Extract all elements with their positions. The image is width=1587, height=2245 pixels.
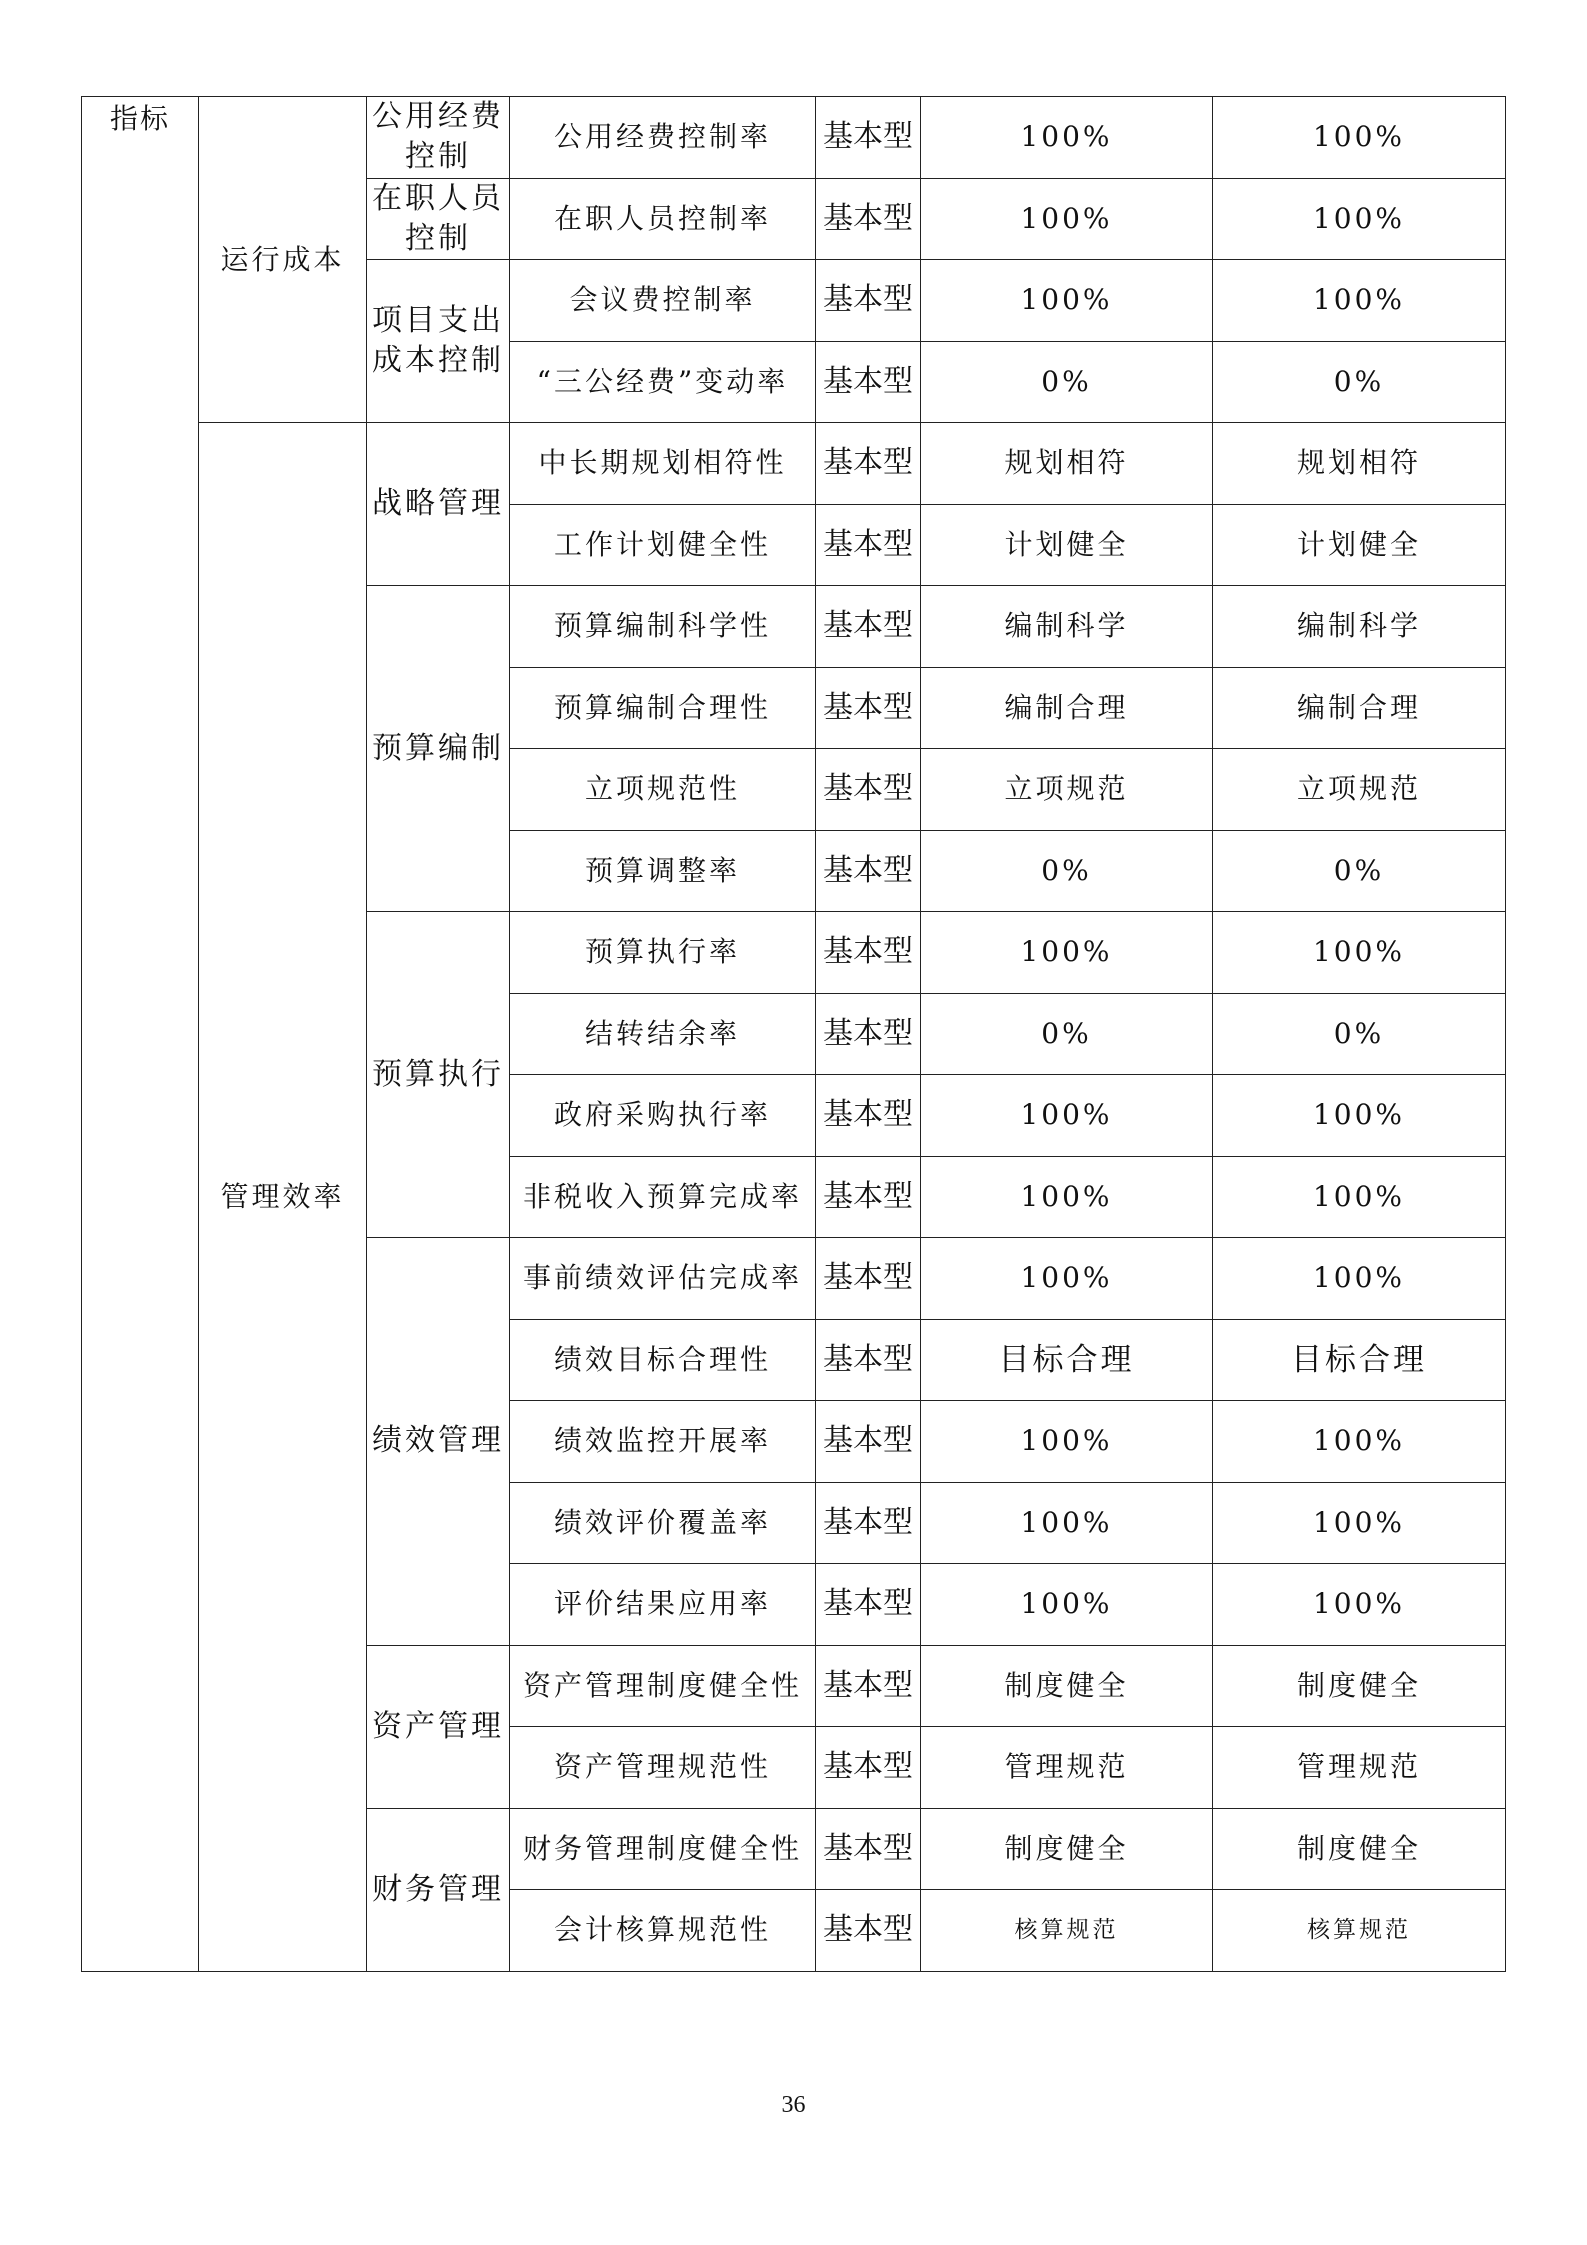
indicator-type: 基本型 <box>816 1808 921 1890</box>
actual-value: 0% <box>1213 993 1506 1075</box>
level2-cell-operating-cost: 运行成本 <box>199 97 367 423</box>
actual-value: 100% <box>1213 260 1506 342</box>
indicator-name: 政府采购执行率 <box>510 1075 816 1157</box>
indicator-type: 基本型 <box>816 504 921 586</box>
indicator-type: 基本型 <box>816 1075 921 1157</box>
page-number: 36 <box>781 2092 806 2118</box>
indicator-type: 基本型 <box>816 260 921 342</box>
indicator-type: 基本型 <box>816 1482 921 1564</box>
level3-cell: 公用经费控制 <box>367 97 510 179</box>
indicator-name: 绩效监控开展率 <box>510 1401 816 1483</box>
target-value: 100% <box>921 912 1213 994</box>
indicator-name: 预算调整率 <box>510 830 816 912</box>
actual-value: 目标合理 <box>1213 1319 1506 1401</box>
indicator-name: 评价结果应用率 <box>510 1564 816 1646</box>
actual-value: 100% <box>1213 1482 1506 1564</box>
table-row <box>82 423 1506 505</box>
target-value: 编制科学 <box>921 586 1213 668</box>
actual-value: 立项规范 <box>1213 749 1506 831</box>
target-value: 0% <box>921 993 1213 1075</box>
target-value: 0% <box>921 341 1213 423</box>
actual-value: 100% <box>1213 912 1506 994</box>
indicator-type: 基本型 <box>816 178 921 260</box>
indicator-name: 公用经费控制率 <box>510 97 816 179</box>
target-value: 立项规范 <box>921 749 1213 831</box>
indicator-name: 资产管理制度健全性 <box>510 1645 816 1727</box>
indicator-name: 非税收入预算完成率 <box>510 1156 816 1238</box>
target-value: 管理规范 <box>921 1727 1213 1809</box>
level3-cell: 预算编制 <box>367 586 510 912</box>
actual-value: 制度健全 <box>1213 1808 1506 1890</box>
actual-value: 100% <box>1213 1238 1506 1320</box>
target-value: 100% <box>921 260 1213 342</box>
target-value: 100% <box>921 1482 1213 1564</box>
indicator-type: 基本型 <box>816 423 921 505</box>
indicator-name: “三公经费”变动率 <box>510 341 816 423</box>
indicator-type: 基本型 <box>816 749 921 831</box>
actual-value: 计划健全 <box>1213 504 1506 586</box>
target-value: 100% <box>921 1156 1213 1238</box>
performance-indicator-table <box>81 96 1506 1972</box>
actual-value: 100% <box>1213 1075 1506 1157</box>
actual-value: 100% <box>1213 178 1506 260</box>
target-value: 100% <box>921 1075 1213 1157</box>
target-value: 编制合理 <box>921 667 1213 749</box>
actual-value: 管理规范 <box>1213 1727 1506 1809</box>
indicator-type: 基本型 <box>816 341 921 423</box>
level1-cell: 指标 <box>82 97 199 1972</box>
target-value: 100% <box>921 97 1213 179</box>
level3-cell: 在职人员控制 <box>367 178 510 260</box>
indicator-name: 立项规范性 <box>510 749 816 831</box>
table-row <box>82 97 1506 179</box>
indicator-name: 会计核算规范性 <box>510 1890 816 1972</box>
indicator-name: 会议费控制率 <box>510 260 816 342</box>
level3-cell: 项目支出成本控制 <box>367 260 510 423</box>
indicator-name: 事前绩效评估完成率 <box>510 1238 816 1320</box>
actual-value: 核算规范 <box>1213 1890 1506 1972</box>
actual-value: 编制合理 <box>1213 667 1506 749</box>
indicator-name: 绩效目标合理性 <box>510 1319 816 1401</box>
target-value: 核算规范 <box>921 1890 1213 1972</box>
target-value: 制度健全 <box>921 1645 1213 1727</box>
target-value: 制度健全 <box>921 1808 1213 1890</box>
target-value: 100% <box>921 1238 1213 1320</box>
indicator-name: 预算编制合理性 <box>510 667 816 749</box>
actual-value: 0% <box>1213 341 1506 423</box>
indicator-type: 基本型 <box>816 993 921 1075</box>
indicator-type: 基本型 <box>816 830 921 912</box>
indicator-type: 基本型 <box>816 586 921 668</box>
indicator-name: 资产管理规范性 <box>510 1727 816 1809</box>
target-value: 100% <box>921 1401 1213 1483</box>
actual-value: 100% <box>1213 1564 1506 1646</box>
level3-cell: 资产管理 <box>367 1645 510 1808</box>
level3-cell: 战略管理 <box>367 423 510 586</box>
indicator-name: 中长期规划相符性 <box>510 423 816 505</box>
target-value: 100% <box>921 178 1213 260</box>
indicator-type: 基本型 <box>816 97 921 179</box>
indicator-name: 在职人员控制率 <box>510 178 816 260</box>
indicator-type: 基本型 <box>816 1319 921 1401</box>
actual-value: 100% <box>1213 1156 1506 1238</box>
indicator-type: 基本型 <box>816 1564 921 1646</box>
level3-cell: 财务管理 <box>367 1808 510 1971</box>
indicator-name: 财务管理制度健全性 <box>510 1808 816 1890</box>
actual-value: 规划相符 <box>1213 423 1506 505</box>
actual-value: 100% <box>1213 97 1506 179</box>
actual-value: 0% <box>1213 830 1506 912</box>
indicator-name: 预算编制科学性 <box>510 586 816 668</box>
target-value: 计划健全 <box>921 504 1213 586</box>
target-value: 目标合理 <box>921 1319 1213 1401</box>
indicator-type: 基本型 <box>816 1401 921 1483</box>
level3-cell: 预算执行 <box>367 912 510 1238</box>
target-value: 0% <box>921 830 1213 912</box>
indicator-name: 工作计划健全性 <box>510 504 816 586</box>
level2-cell-management-efficiency: 管理效率 <box>199 423 367 1972</box>
indicator-name: 预算执行率 <box>510 912 816 994</box>
indicator-type: 基本型 <box>816 1238 921 1320</box>
indicator-name: 结转结余率 <box>510 993 816 1075</box>
actual-value: 制度健全 <box>1213 1645 1506 1727</box>
indicator-type: 基本型 <box>816 1156 921 1238</box>
indicator-type: 基本型 <box>816 912 921 994</box>
actual-value: 100% <box>1213 1401 1506 1483</box>
indicator-name: 绩效评价覆盖率 <box>510 1482 816 1564</box>
indicator-type: 基本型 <box>816 1727 921 1809</box>
target-value: 100% <box>921 1564 1213 1646</box>
actual-value: 编制科学 <box>1213 586 1506 668</box>
indicator-type: 基本型 <box>816 1890 921 1972</box>
target-value: 规划相符 <box>921 423 1213 505</box>
level3-cell: 绩效管理 <box>367 1238 510 1646</box>
indicator-type: 基本型 <box>816 1645 921 1727</box>
indicator-type: 基本型 <box>816 667 921 749</box>
